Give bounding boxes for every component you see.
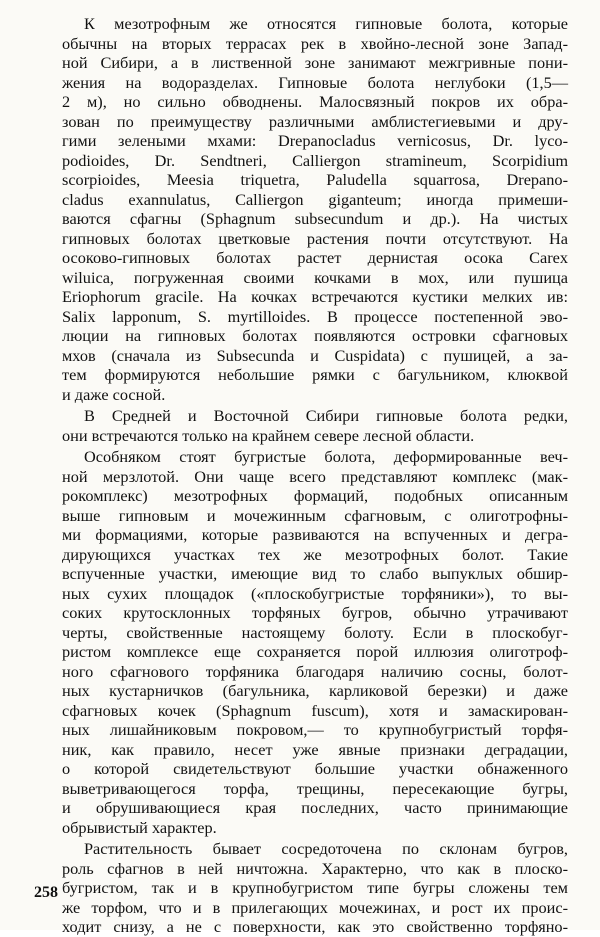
text-line: ных лишайниковым покровом,— то крупнобугристый торфя- (62, 720, 568, 739)
text-line: обрывистый характер. (62, 817, 217, 837)
text-line: ной Сибири, а в лиственной зоне занимают межгривные пони- (62, 53, 568, 72)
paragraph (62, 839, 568, 937)
text-line: В Средней и Восточной Сибири гипновые болота редки, (84, 406, 568, 425)
text-line: рокомплекс) мезотрофных формаций, подобных описанным (62, 486, 568, 505)
text-line: ристом комплексе еще сохраняется порой иллюзия олиготроф- (62, 642, 568, 661)
text-line: гипновых болотах цветковые растения почти отсутствуют. На (62, 228, 568, 248)
text-line: выветривающегося торфа, трещины, пересекающие бугры, (62, 778, 568, 798)
text-line: ного сфагнового торфяника благодаря наличию сосны, болот- (62, 661, 568, 681)
text-line: ваются сфагны (Sphagnum subsecundum и др.). На чистых (62, 209, 568, 228)
text-line: тем формируются небольшие рямки с багульником, клюквой (62, 365, 568, 384)
text-line: и обрушивающиеся края последних, часто принимающие (62, 798, 568, 817)
text-line: соких крутосклонных торфяных бугров, обычно утрачивают (62, 603, 568, 622)
paragraph (62, 406, 568, 445)
page-number: 258 (34, 884, 58, 901)
text-line: ных кустарничков (багульника, карликовой березки) и даже (62, 681, 568, 700)
text-line: бугристом, так и в крупнобугристом типе бугры сложены тем (62, 878, 568, 897)
text-line: выше гипновым и мочежинным сфагновым, с олиготрофны- (62, 505, 568, 525)
text-line: о которой свидетельствуют большие участки обнаженного (62, 759, 568, 778)
text-line: Eriophorum gracile. На кочках встречаются кустики мелких ив: (62, 287, 568, 306)
text-line: cladus exannulatus, Calliergon giganteum; иногда примеши- (62, 189, 568, 209)
text-line: черты, свойственные настоящему болоту. Если в плоскобуг- (62, 622, 568, 642)
text-line: ходит снизу, а не с поверхности, как это свойственно торфяно- (62, 917, 568, 936)
text-line: мхов (сначала из Subsecunda и Cuspidata) с пушицей, а за- (62, 345, 568, 365)
paragraph (62, 14, 568, 404)
text-line: Особняком стоят бугристые болота, деформированные веч- (84, 447, 568, 466)
text-line: дирующихся участках тех же мезотрофных болот. Такие (62, 544, 568, 564)
text-line: же торфом, что и в прилегающих мочежинах, и рост их проис- (62, 897, 568, 917)
text-line: обычны на вторых террасах рек в хвойно-лесной зоне Запад- (62, 33, 568, 53)
text-line: зован по преимуществу различными амблистегиевыми и дру- (62, 111, 568, 131)
text-line: ных сухих площадок («плоскобугристые торфяники»), то вы- (62, 583, 568, 603)
text-line: они встречаются только на крайнем севере лесной области. (62, 425, 475, 445)
text-line: podioides, Dr. Sendtneri, Calliergon stramineum, Scorpidium (62, 150, 568, 170)
text-line: люции на гипновых болотах появляются островки сфагновых (62, 326, 568, 345)
text-line: жения на водоразделах. Гипновые болота неглубоки (1,5— (62, 72, 568, 92)
text-line: scorpioides, Meesia triquetra, Paludella squarrosa, Drepano- (62, 170, 568, 189)
text-line: К мезотрофным же относятся гипновые болота, которые (84, 14, 568, 33)
paragraph (62, 447, 568, 837)
text-line: осоково-гипновых болотах растет дернистая осока Carex (62, 248, 568, 267)
text-line: сфагновых кочек (Sphagnum fuscum), хотя и замаскирован- (62, 700, 568, 720)
text-line: wiluica, погруженная своими кочками в мох, или пушица (62, 267, 568, 287)
text-line: ной мерзлотой. Они чаще всего представляют комплекс (мак- (62, 466, 568, 486)
text-line: 2 м), но сильно обводнены. Малосвязный покров их обра- (62, 92, 568, 111)
text-line: и даже сосной. (62, 384, 166, 404)
text-line: ник, как правило, несет уже явные признаки деградации, (62, 739, 568, 759)
text-line: гими зелеными мхами: Drepanocladus vernicosus, Dr. lyco- (62, 131, 568, 150)
text-line: Растительность бывает сосредоточена по склонам бугров, (84, 839, 568, 858)
text-line: ми формациями, которые развиваются на вспученных и дегра- (62, 525, 568, 544)
text-line: роль сфагнов в ней ничтожна. Характерно, что как в плоско- (62, 858, 568, 878)
text-line: Salix lapponum, S. myrtilloides. В процессе постепенной эво- (62, 306, 568, 326)
body-text (62, 14, 568, 937)
text-line: вспученные участки, имеющие вид то слабо выпуклых обшир- (62, 564, 568, 583)
